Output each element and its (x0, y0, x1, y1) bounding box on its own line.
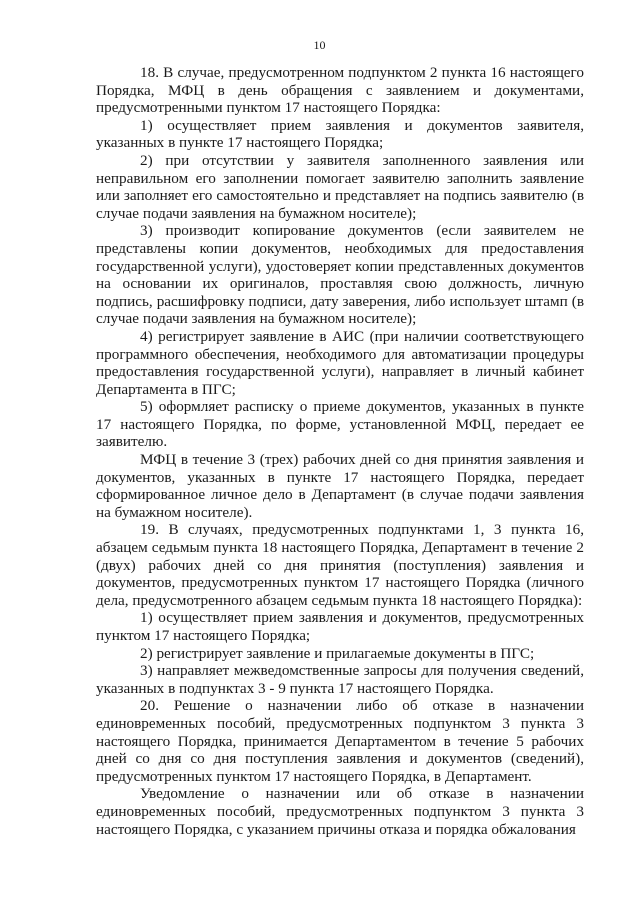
paragraph-20-notification: Уведомление о назначении или об отказе в назначении единовременных пособий, предусмотренных подпунктом 3 пункта 3 настоящего Порядка, с указанием причины отказа и порядка обжалования (96, 785, 584, 838)
paragraph-18-item-1: 1) осуществляет прием заявления и документов заявителя, указанных в пункте 17 настоящего Порядка; (96, 116, 584, 152)
paragraph-19: 19. В случаях, предусмотренных подпунктами 1, 3 пункта 16, абзацем седьмым пункта 18 настоящего Порядка, Департамент в течение 2 (двух) рабочих дней со дня принятия (поступления) заявления и документов, предусмотренных пунктом 17 настоящего Порядка (личного дела, предусмотренного абзацем седьмым пункта 18 настоящего Порядка): (96, 521, 584, 609)
paragraph-18-item-3: 3) производит копирование документов (если заявителем не представлены копии документов, необходимых для предоставления государственной услуги), удостоверяет копии представленных документов на основании их оригиналов, проставляя свою должность, личную подпись, расшифровку подписи, дату заверения, либо использует штамп (в случае подачи заявления на бумажном носителе); (96, 222, 584, 328)
paragraph-20: 20. Решение о назначении либо об отказе в назначении единовременных пособий, предусмотренных подпунктом 3 пункта 3 настоящего Порядка, принимается Департаментом в течение 5 рабочих дней со дня со дня поступления заявления и документов (сведений), предусмотренных пунктом 17 настоящего Порядка, в Департамент. (96, 697, 584, 785)
paragraph-19-item-3: 3) направляет межведомственные запросы для получения сведений, указанных в подпунктах 3 - 9 пункта 17 настоящего Порядка. (96, 662, 584, 697)
paragraph-18-item-4: 4) регистрирует заявление в АИС (при наличии соответствующего программного обеспечения, необходимого для автоматизации процедуры предоставления государственной услуги), направляет в личный кабинет Департамента в ПГС; (96, 327, 584, 398)
paragraph-18-item-2: 2) при отсутствии у заявителя заполненного заявления или неправильном его заполнении помогает заявителю заполнить заявление или заполняет его самостоятельно и представляет на подпись заявителю (в случае подачи заявления на бумажном носителе); (96, 151, 584, 222)
paragraph-18: 18. В случае, предусмотренном подпунктом 2 пункта 16 настоящего Порядка, МФЦ в день обращения с заявлением и документами, предусмотренными пунктом 17 настоящего Порядка: (96, 64, 584, 117)
paragraph-19-item-2: 2) регистрирует заявление и прилагаемые документы в ПГС; (140, 644, 535, 662)
paragraph-18-mfc-transfer: МФЦ в течение 3 (трех) рабочих дней со дня принятия заявления и документов, указанных в пункте 17 настоящего Порядка, передает сформированное личное дело в Департамент (в случае подачи заявления на бумажном носителе). (96, 451, 584, 521)
paragraph-19-item-1: 1) осуществляет прием заявления и документов, предусмотренных пунктом 17 настоящего Порядка; (96, 609, 584, 644)
page-number: 10 (313, 38, 326, 52)
paragraph-18-item-5: 5) оформляет расписку о приеме документов, указанных в пункте 17 настоящего Порядка, по форме, установленной МФЦ, передает ее заявителю. (96, 398, 584, 451)
document-body (96, 64, 584, 838)
